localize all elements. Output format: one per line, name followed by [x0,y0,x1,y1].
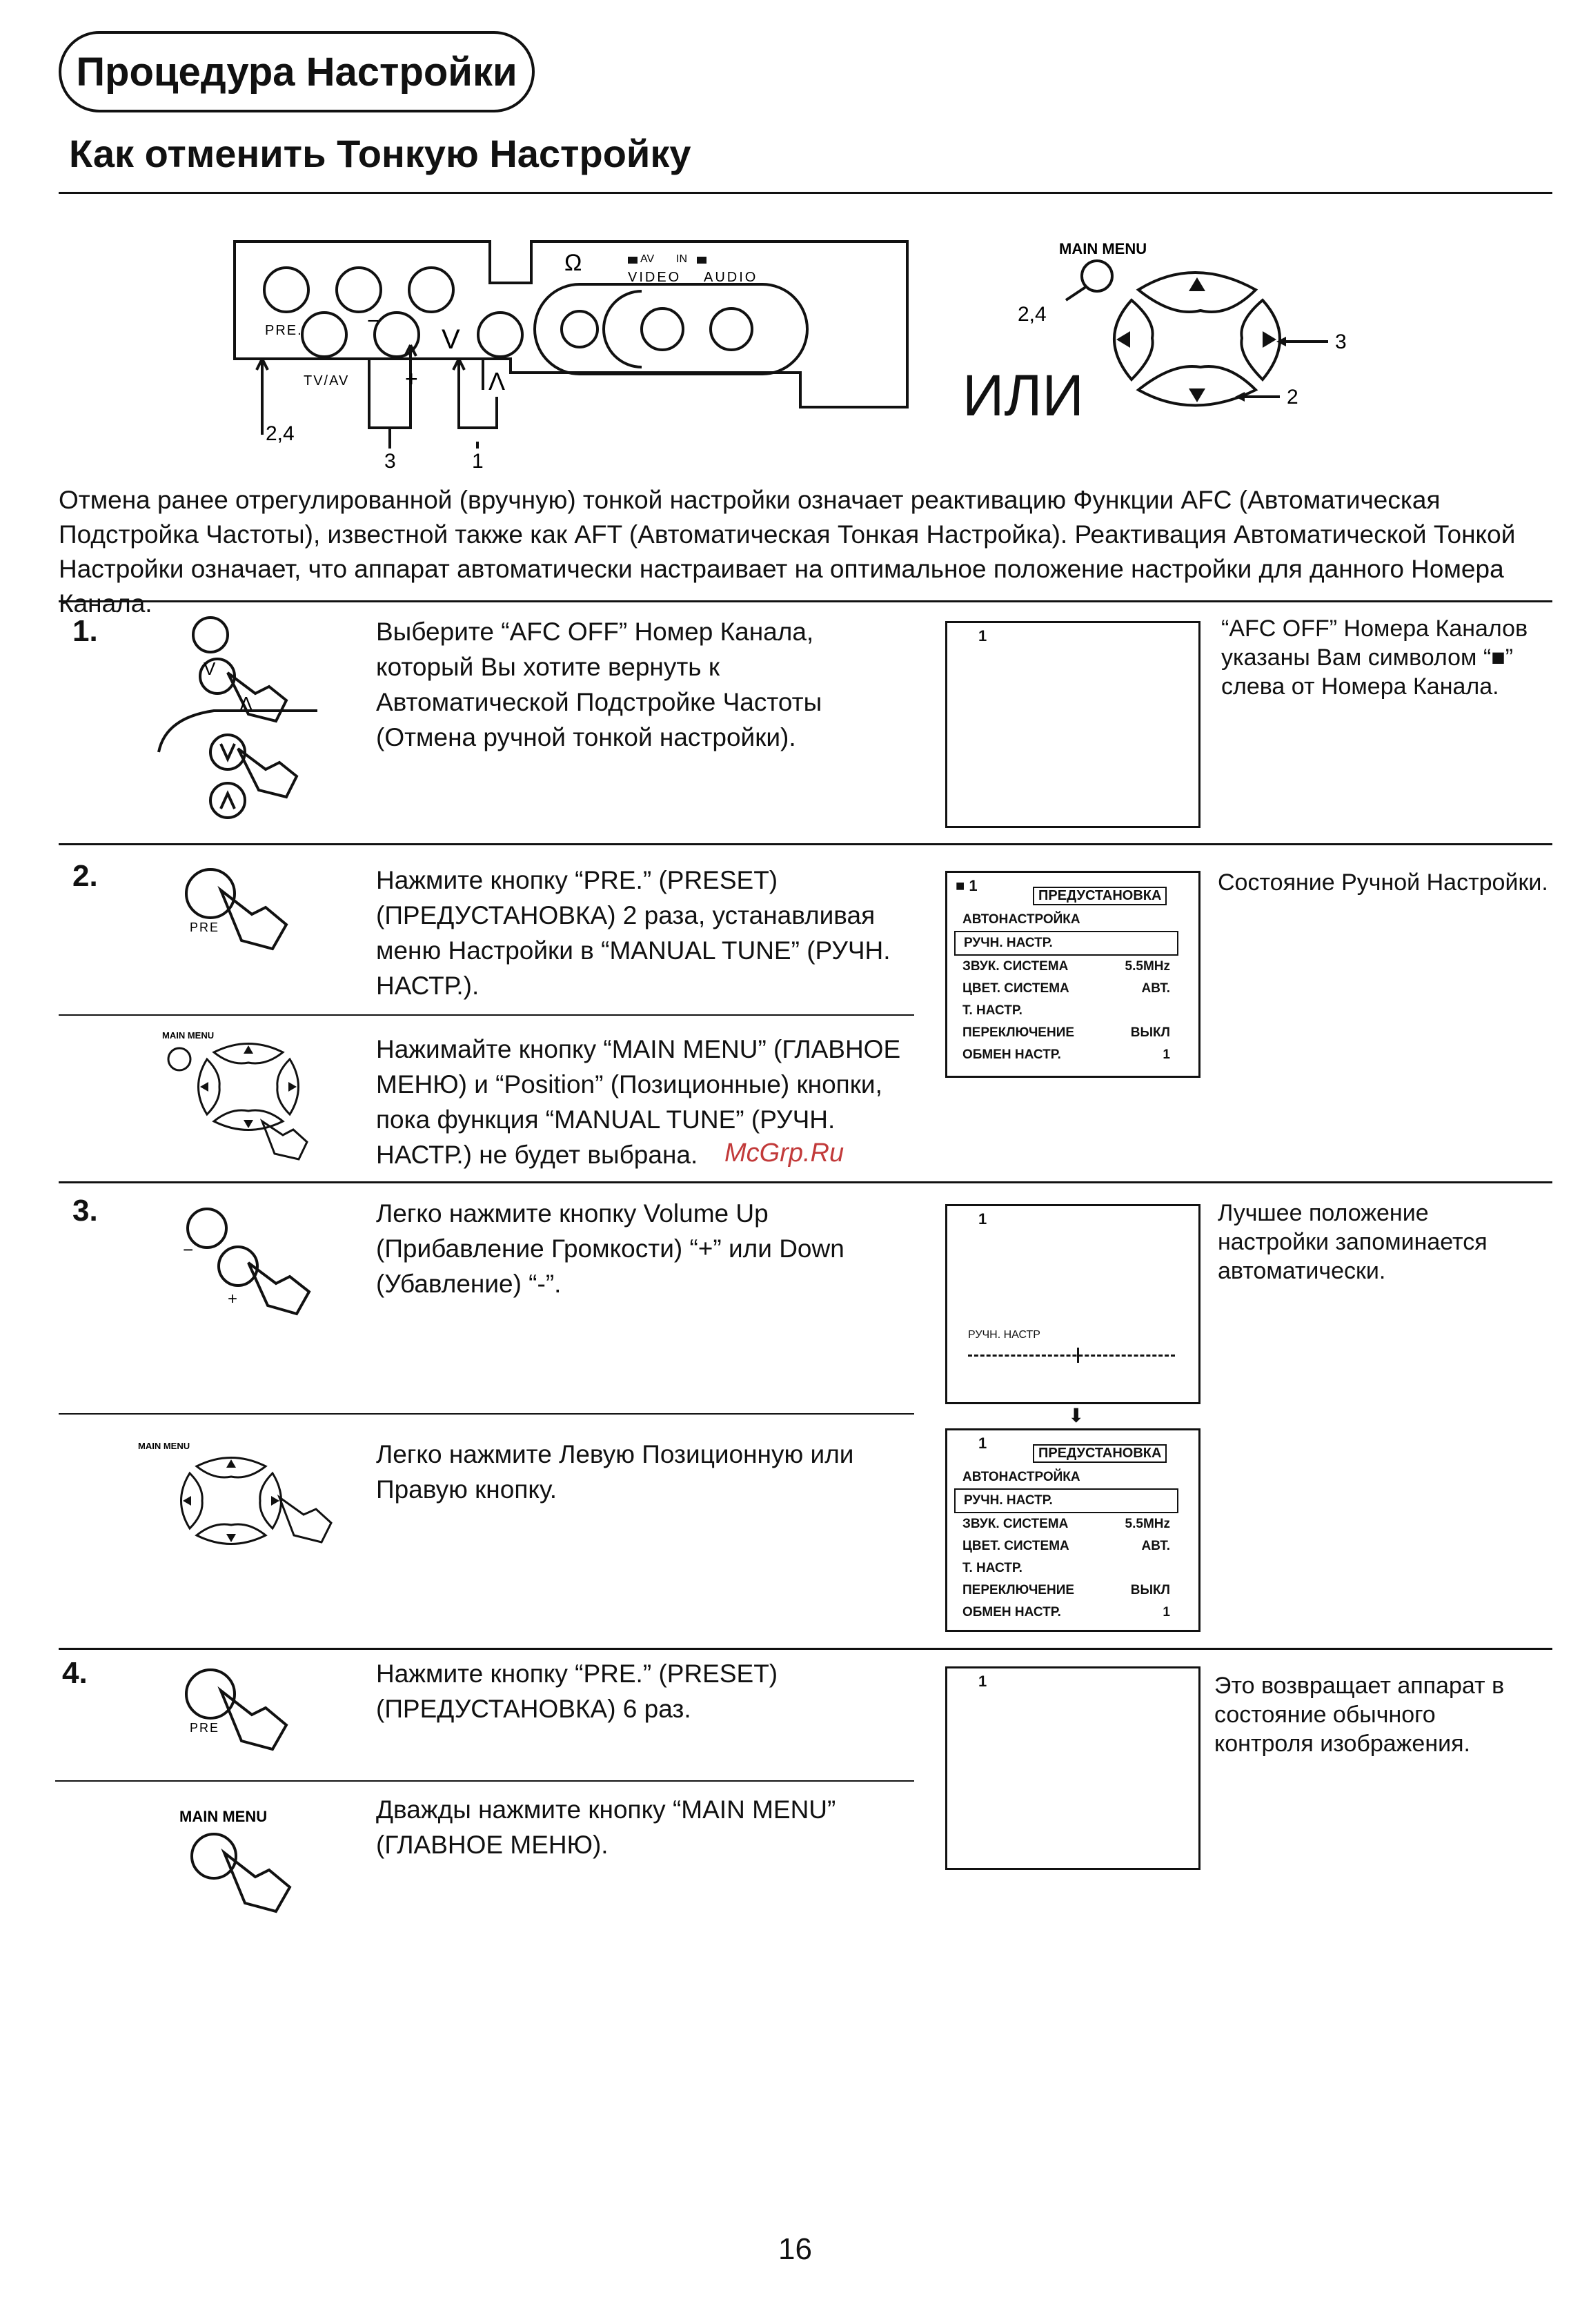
intro-paragraph: Отмена ранее отрегулированной (вручную) тонкой настройки означает реактивацию Функции AFC (Автоматическая Подстройка Частоты), известной также как AFT (Автоматическая Тонкая Настройка). Реактивация Автоматической Тонкой Настройки означает, что аппарат автоматически настраивает на оптимальное положение настройки для данного Номера Канала. [59,486,1516,618]
page-number: 16 [778,2232,812,2266]
step-1-rule [59,843,1552,845]
page-subtitle: Как отменить Тонкую Настройку [69,132,691,175]
menu-row: Т. НАСТР. [962,1561,1022,1575]
menu-row: АВТОНАСТРОЙКА [962,912,1080,927]
remote-diagram [1000,235,1387,435]
jack-group-inner-arc [604,291,642,367]
step-3-rule [59,1648,1552,1650]
step-4-sub-rule [55,1780,914,1782]
av-marker [628,257,638,264]
hand-pointer-icon [228,673,286,721]
callout-line-3 [369,345,416,449]
menu-row: ЗВУК. СИСТЕМА 5.5MHz [962,959,1170,974]
intro-rule [59,600,1552,602]
icon-pre-label: PRE [190,920,220,934]
menu-row: ЦВЕТ. СИСТЕМА АВТ. [962,981,1170,996]
menu-row-selected: РУЧН. НАСТР. [954,1488,1178,1513]
hand-pointer-icon-2 [238,749,297,797]
screen-channel: 1 [978,1210,987,1228]
menu-row: АВТОНАСТРОЙКА [962,1470,1080,1484]
label-video: VIDEO [628,270,682,285]
video-jack [642,308,683,350]
in-marker [697,257,706,264]
label-tvav: TV/AV [304,373,350,388]
menu-row: ЦВЕТ. СИСТЕМА АВТ. [962,1539,1170,1553]
step-2-text-b: Нажимайте кнопку “MAIN MENU” (ГЛАВНОЕ МЕНЮ) и “Position” (Позиционные) кнопки, пока функция “MANUAL TUNE” (РУЧН. НАСТР.) не будет выбрана. [376,1035,901,1169]
menu-row: ПЕРЕКЛЮЧЕНИЕ ВЫКЛ [962,1583,1170,1597]
step-3-menu-screen [945,1428,1200,1632]
step-3-note: Лучшее положение настройки запоминается автоматически. [1218,1200,1488,1284]
label-in: IN [676,253,687,265]
icon-minus-label: − [183,1239,194,1260]
label-v: V [442,324,460,355]
hand-pointer-icon [221,1691,286,1749]
icon-main-menu-label: MAIN MENU [162,1030,215,1041]
step-3-text-b: Легко нажмите Левую Позиционную или Правую кнопку. [376,1440,854,1504]
watermark: McGrp.Ru [724,1139,844,1168]
front-panel-diagram [221,235,925,469]
label-audio: AUDIO [704,270,758,285]
step-4-main-menu-icon [176,1804,314,1929]
screen-channel: 1 [978,1435,987,1452]
hand-pointer-icon [262,1121,307,1159]
label-up: Λ [488,367,506,395]
callout-3: 3 [384,450,396,469]
icon-main-menu-label: MAIN MENU [138,1441,190,1451]
step-4-note: Это возвращает аппарат в состояние обычного контроля изображения. [1214,1673,1505,1757]
callout-1: 1 [472,450,484,469]
menu-row: ОБМЕН НАСТР. 1 [962,1605,1170,1619]
step-4-text-b: Дважды нажмите кнопку “MAIN MENU” (ГЛАВНОЕ МЕНЮ). [376,1795,836,1859]
step-2-screen [945,871,1200,1078]
step-2-rule [59,1181,1552,1183]
step-4-text-a: Нажмите кнопку “PRE.” (PRESET) (ПРЕДУСТАНОВКА) 6 раз. [376,1660,778,1723]
preset-menu [954,909,1178,1066]
left-arrow-icon [1116,331,1130,348]
menu-row: ЗВУК. СИСТЕМА 5.5MHz [962,1517,1170,1531]
pre-button-upper [264,268,308,312]
button-upper-2 [337,268,381,312]
step-1-icon [152,607,331,828]
step-2-text-a: Нажмите кнопку “PRE.” (PRESET) (ПРЕДУСТАНОВКА) 2 раза, устанавливая меню Настройки в “MANUAL TUNE” (РУЧН. НАСТР.). [376,866,891,1000]
tvav-button [302,313,346,357]
tune-cursor [1077,1348,1079,1363]
menu-row: ОБМЕН НАСТР. 1 [962,1047,1170,1062]
section-title: Процедура Настройки [59,31,535,112]
icon-pre-label: PRE [190,1721,220,1735]
down-arrow-icon: ⬇ [1068,1405,1085,1426]
screen-channel: 1 [978,1673,987,1690]
hand-pointer-icon [248,1263,309,1314]
audio-jack [711,308,752,350]
step-3-volume-icon [176,1201,314,1325]
down-arrow-icon [1189,388,1205,402]
step-2-note: Состояние Ручной Настройки. [1218,869,1548,896]
screen-channel: ■ 1 [956,877,978,894]
step-4-number: 4. [62,1656,88,1690]
step-2-sub-rule [59,1014,914,1016]
label-headphone: Ω [564,250,582,276]
icon-plus-label: + [228,1290,238,1308]
callout-2: 2 [1287,386,1298,408]
hand-pointer-icon [279,1497,331,1542]
step-3-number: 3. [72,1194,98,1228]
headphone-jack [562,311,597,347]
step-2-remote-icon [152,1025,324,1163]
step-3-screen [945,1204,1200,1404]
step-4-pre-icon [176,1663,314,1773]
step-3-sub-rule [59,1413,914,1415]
callout-24-line [1066,286,1087,300]
label-pre: PRE. [265,323,303,338]
menu-row: Т. НАСТР. [962,1003,1022,1018]
callout-24: 2,4 [266,422,295,445]
button-upper-3 [409,268,453,312]
label-plus: + [405,366,418,391]
tune-bar [968,1355,1175,1357]
step-1-text: Выберите “AFC OFF” Номер Канала, который Вы хотите вернуть к Автоматической Подстройке Частоты (Отмена ручной тонкой настройки). [376,618,822,751]
step-4-screen [945,1666,1200,1870]
jack-group-outline [535,284,807,374]
label-minus: − [367,310,379,333]
step-2-number: 2. [72,859,98,893]
step-3-text-a: Легко нажмите кнопку Volume Up (Прибавление Громкости) “+” или Down (Убавление) “-”. [376,1199,844,1298]
hand-pointer-icon [224,1853,290,1911]
channel-up-button [478,313,522,357]
main-menu-label: MAIN MENU [1059,240,1147,257]
or-label: ИЛИ [962,363,1084,428]
callout-3: 3 [1335,331,1347,353]
icon-main-menu-label: MAIN MENU [179,1808,268,1825]
screen-channel: 1 [978,627,987,644]
preset-menu [954,1466,1178,1624]
tune-label: РУЧН. НАСТР [968,1329,1040,1341]
menu-title: ПРЕДУСТАНОВКА [1033,1444,1167,1463]
icon-v-label: V [204,658,216,679]
header-rule [59,192,1552,194]
menu-row: ПЕРЕКЛЮЧЕНИЕ ВЫКЛ [962,1025,1170,1040]
hand-pointer-icon [221,890,286,949]
step-3-remote-icon [135,1435,342,1580]
up-arrow-icon [1189,277,1205,291]
callout-2-arrowhead [1235,392,1245,402]
step-2-pre-icon [176,863,314,973]
step-1-screen [945,621,1200,828]
menu-row-selected: РУЧН. НАСТР. [954,931,1178,956]
step-1-number: 1. [72,614,98,648]
icon-up-label: Λ [240,693,253,713]
step-1-note: “AFC OFF” Номера Каналов указаны Вам символом “■” слева от Номера Канала. [1221,616,1528,700]
label-av: AV [640,253,655,265]
menu-title: ПРЕДУСТАНОВКА [1033,887,1167,905]
callout-24: 2,4 [1018,303,1047,326]
right-arrow-icon [1263,331,1276,348]
